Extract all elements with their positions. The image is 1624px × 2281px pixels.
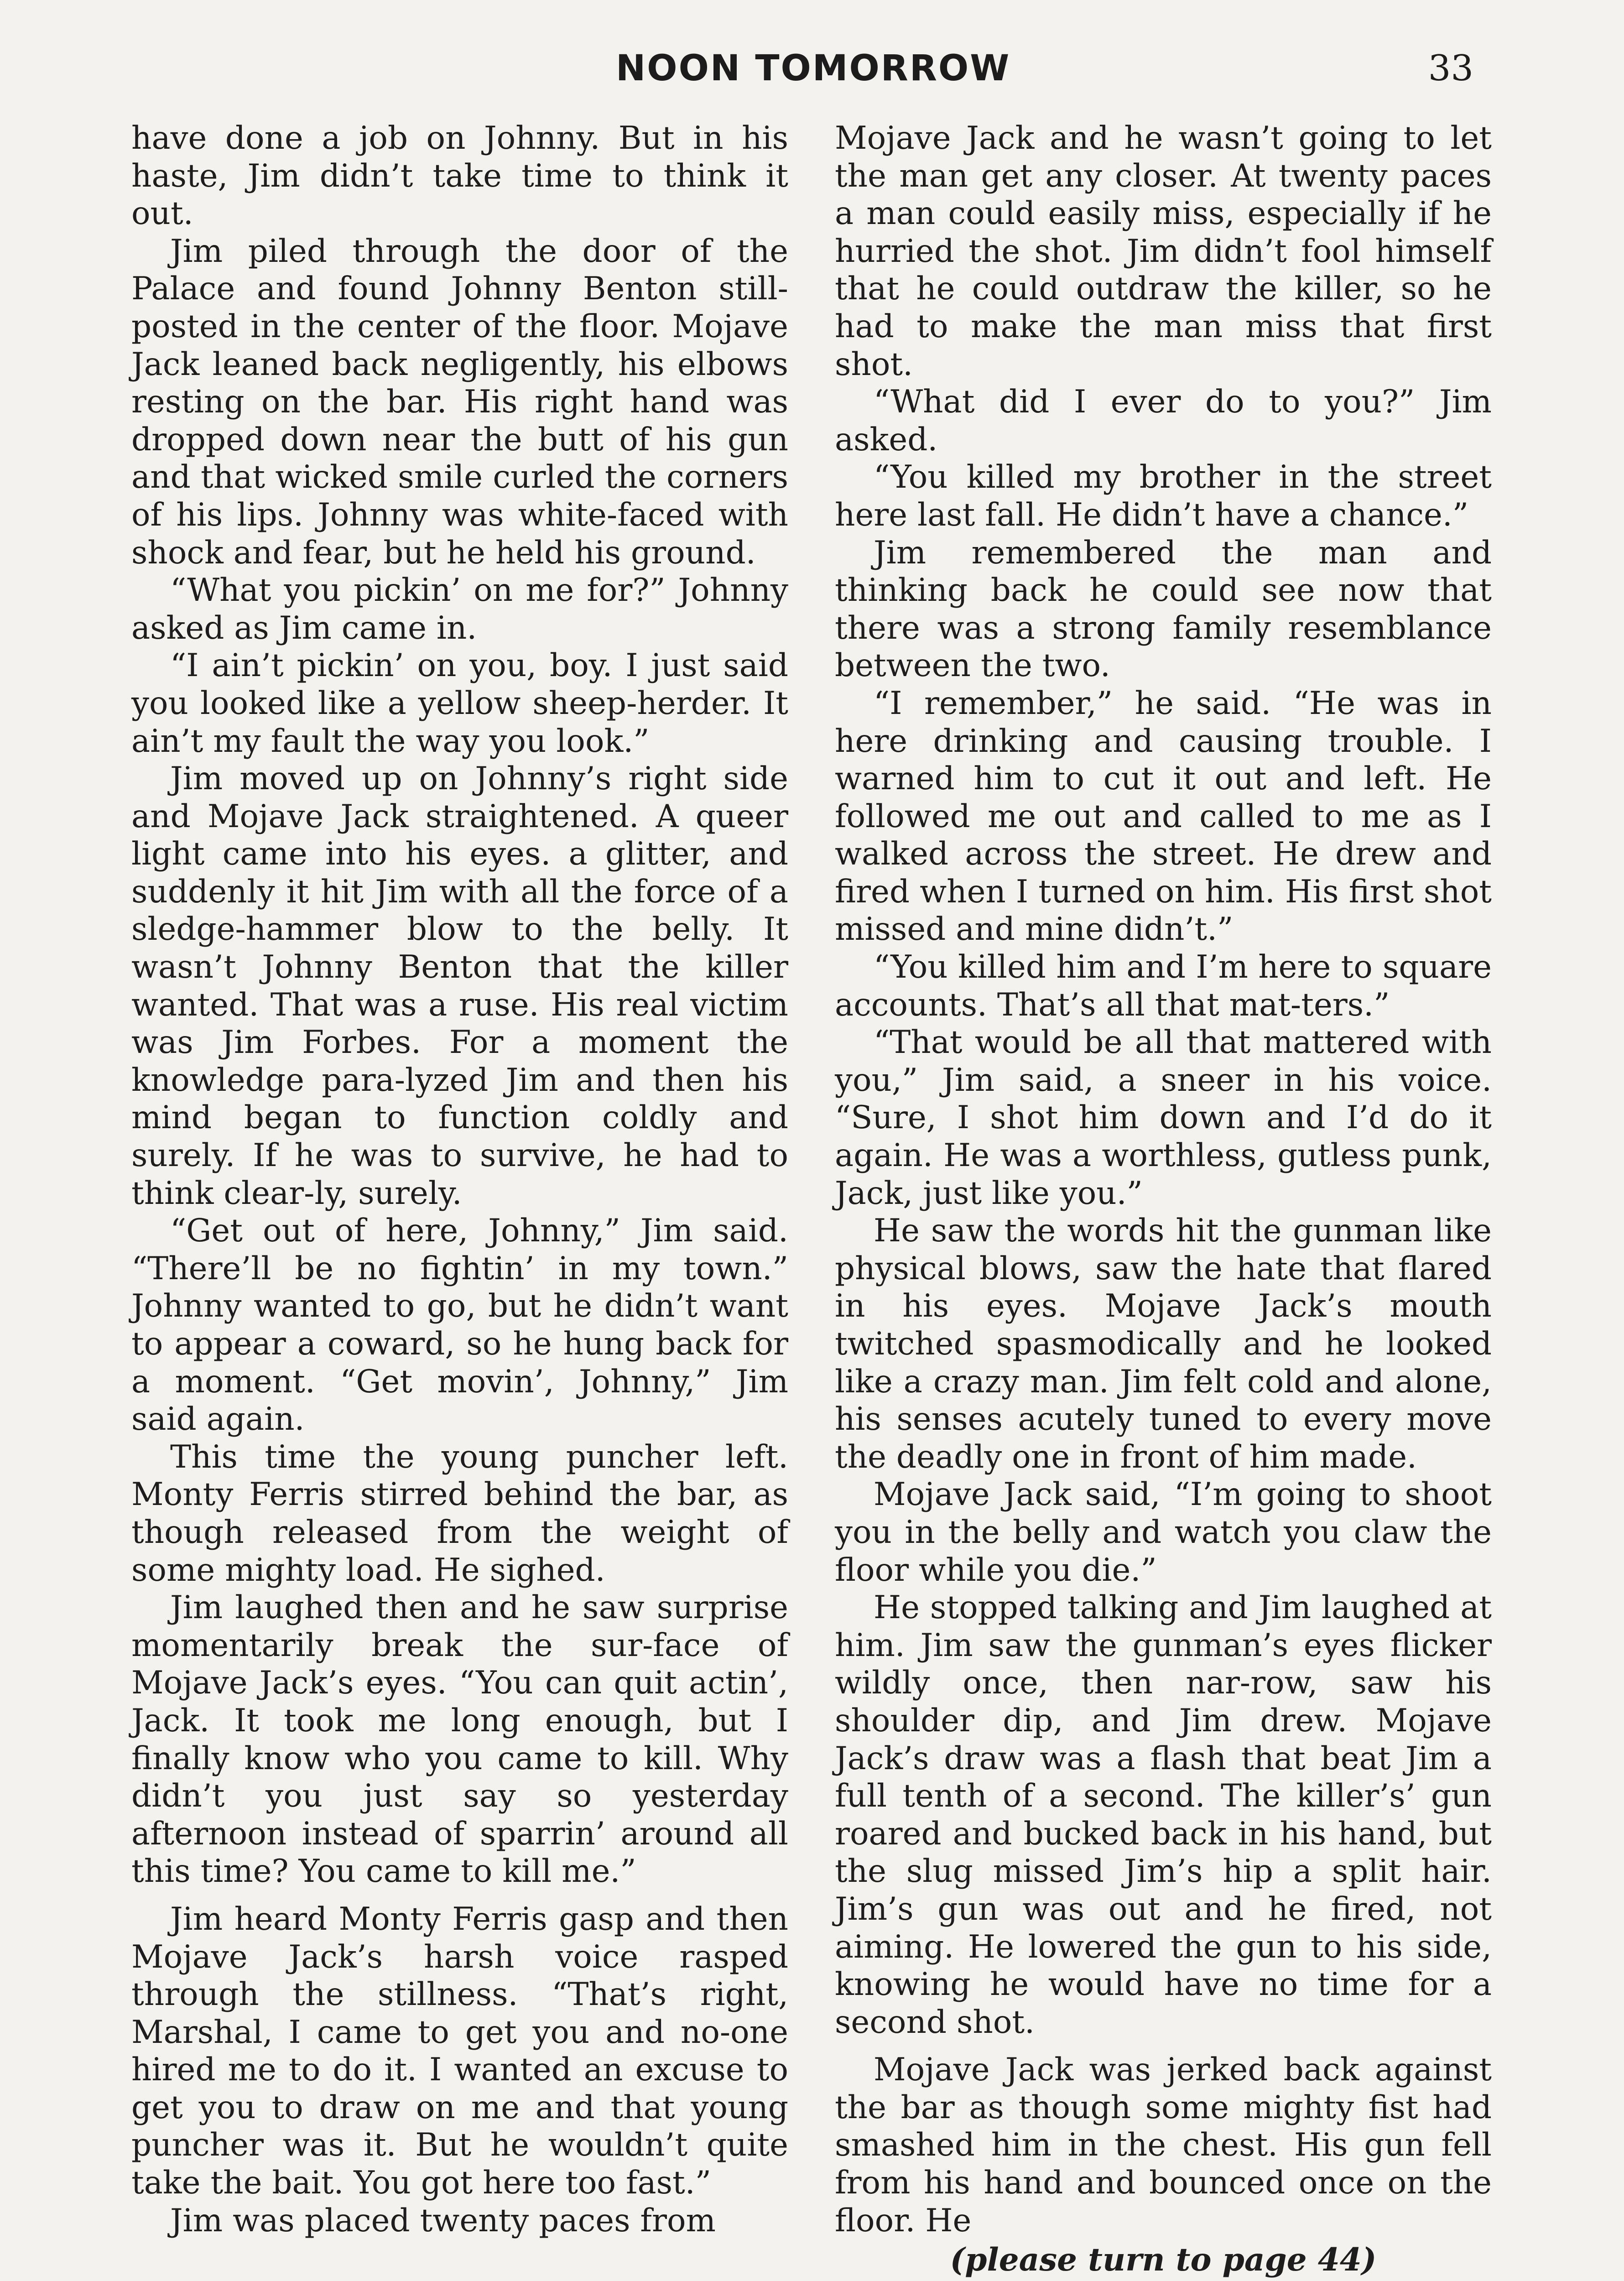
paragraph: This time the young puncher left. Monty Ferris stirred behind the bar, as though released from the weight of some mighty load. He sighed.	[131, 1438, 788, 1588]
page-number: 33	[1428, 48, 1473, 89]
paragraph: Jim was placed twenty paces from	[170, 2202, 716, 2239]
paragraph: “I ain’t pickin’ on you, boy. I just said you looked like a yellow sheep-herder. It ain’t my fault the way you look.”	[131, 647, 788, 760]
paragraph: Mojave Jack and he wasn’t going to let the man get any closer. At twenty paces a man could easily miss, especially if he hurried the shot. Jim didn’t fool himself that he could outdraw the killer, so he had to make the man miss that first shot.	[835, 120, 1492, 383]
continuation-note: (please turn to page 44)	[950, 2241, 1377, 2279]
paragraph: have done a job on Johnny. But in his haste, Jim didn’t take time to think it out.	[131, 120, 788, 232]
paragraph: Jim remembered the man and thinking back he could see now that there was a strong family resemblance between the two.	[835, 534, 1492, 684]
right-column	[835, 120, 1492, 2279]
paragraph: Jim heard Monty Ferris gasp and then Mojave Jack’s harsh voice rasped through the stillness. “That’s right, Marshal, I came to get you and no-one hired me to do it. I wanted an excuse to get you to draw on me and that young puncher was it. But he wouldn’t quite take the bait. You got here too fast.”	[131, 1901, 788, 2202]
paragraph: Mojave Jack was jerked back against the bar as though some mighty fist had smashed him in the chest. His gun fell from his hand and bounced once on the floor. He	[835, 2052, 1492, 2239]
paragraph: Jim piled through the door of the Palace and found Johnny Benton still-posted in the center of the floor. Mojave Jack leaned back negligently, his elbows resting on the bar. His right hand was dropped down near the butt of his gun and that wicked smile curled the corners of his lips. Johnny was white-faced with shock and fear, but he held his ground.	[131, 233, 788, 571]
paragraph: “I remember,” he said. “He was in here drinking and causing trouble. I warned him to cut it out and left. He followed me out and called to me as I walked across the street. He drew and fired when I turned on him. His first shot missed and mine didn’t.”	[835, 685, 1492, 948]
paragraph: “Get out of here, Johnny,” Jim said. “There’ll be no fightin’ in my town.” Johnny wanted to go, but he didn’t want to appear a coward, so he hung back for a moment. “Get movin’, Johnny,” Jim said again.	[131, 1213, 788, 1438]
paragraph: Jim moved up on Johnny’s right side and Mojave Jack straightened. A queer light came into his eyes. a glitter, and suddenly it hit Jim with all the force of a sledge-hammer blow to the belly. It wasn’t Johnny Benton that the killer wanted. That was a ruse. His real victim was Jim Forbes. For a moment the knowledge para-lyzed Jim and then his mind began to function coldly and surely. If he was to survive, he had to think clear-ly, surely.	[131, 760, 788, 1212]
paragraph: “You killed my brother in the street here last fall. He didn’t have a chance.”	[835, 459, 1492, 533]
story-title: NOON TOMORROW	[616, 48, 1011, 89]
paragraph: He saw the words hit the gunman like physical blows, saw the hate that flared in his eyes. Mojave Jack’s mouth twitched spasmodically and he looked like a crazy man. Jim felt cold and alone, his senses acutely tuned to every move the deadly one in front of him made.	[835, 1213, 1492, 1475]
paragraph: “What you pickin’ on me for?” Johnny asked as Jim came in.	[131, 572, 788, 646]
paragraph: He stopped talking and Jim laughed at him. Jim saw the gunman’s eyes flicker wildly once, then nar-row, saw his shoulder dip, and Jim drew. Mojave Jack’s draw was a flash that beat Jim a full tenth of a second. The killer’s’ gun roared and bucked back in his hand, but the slug missed Jim’s hip a split hair. Jim’s gun was out and he fired, not aiming. He lowered the gun to his side, knowing he would have no time for a second shot.	[835, 1589, 1492, 2041]
left-column	[131, 120, 788, 2239]
running-head	[0, 48, 1624, 98]
paragraph: “What did I ever do to you?” Jim asked.	[835, 384, 1492, 458]
paragraph: “You killed him and I’m here to square accounts. That’s all that mat-ters.”	[835, 949, 1492, 1023]
paragraph: Jim laughed then and he saw surprise momentarily break the sur-face of Mojave Jack’s eyes. “You can quit actin’, Jack. It took me long enough, but I finally know who you came to kill. Why didn’t you just say so yesterday afternoon instead of sparrin’ around all this time? You came to kill me.”	[131, 1589, 788, 1890]
paragraph: “That would be all that mattered with you,” Jim said, a sneer in his voice. “Sure, I shot him down and I’d do it again. He was a worthless, gutless punk, Jack, just like you.”	[835, 1024, 1492, 1212]
paragraph: Mojave Jack said, “I’m going to shoot you in the belly and watch you claw the floor while you die.”	[835, 1476, 1492, 1588]
